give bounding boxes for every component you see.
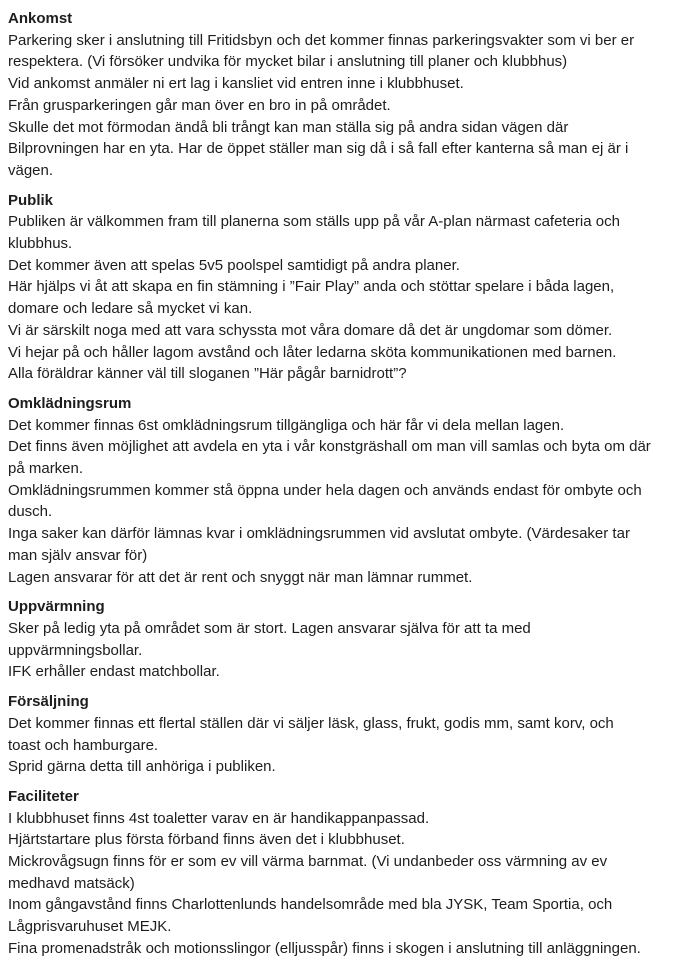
text-line: Hjärtstartare plus första förband finns även det i klubbhuset. <box>8 831 405 849</box>
text-line: toast och hamburgare. <box>8 736 159 754</box>
section-uppvarmning <box>8 596 670 683</box>
faciliteter-heading: Faciliteter <box>8 787 79 805</box>
text-line: Sker på ledig yta på området som är stort. Lagen ansvarar själva för att ta med <box>8 619 531 637</box>
text-line: domare och ledare så mycket vi kan. <box>8 300 253 318</box>
faciliteter-body <box>8 808 670 960</box>
publik-body <box>8 211 670 385</box>
text-line: vägen. <box>8 161 54 179</box>
text-line: IFK erhåller endast matchbollar. <box>8 663 220 681</box>
publik-heading: Publik <box>8 191 54 209</box>
text-line: Från grusparkeringen går man över en bro in på området. <box>8 96 391 114</box>
text-line: Inga saker kan därför lämnas kvar i omklädningsrummen vid avslutat ombyte. (Värdesaker tar <box>8 525 630 543</box>
uppvarmning-heading: Uppvärmning <box>8 598 105 616</box>
text-line: Fina promenadstråk och motionsslingor (elljusspår) finns i skogen i anslutning till anläggningen. <box>8 939 641 957</box>
text-line: Publiken är välkommen fram till planerna som ställs upp på vår A-plan närmast cafeteria och <box>8 213 620 231</box>
section-omkladningsrum <box>8 393 670 588</box>
text-line: Här hjälps vi åt att skapa en fin stämning i ”Fair Play” anda och stöttar spelare i båda lagen, <box>8 278 615 296</box>
text-line: Det kommer finnas 6st omklädningsrum tillgängliga och här får vi dela mellan lagen. <box>8 416 565 434</box>
text-line: I klubbhuset finns 4st toaletter varav en är handikappanpassad. <box>8 809 430 827</box>
section-faciliteter <box>8 786 670 960</box>
text-line: Det kommer finnas ett flertal ställen där vi säljer läsk, glass, frukt, godis mm, samt korv, och <box>8 714 614 732</box>
text-line: Inom gångavstånd finns Charlottenlunds handelsområde med bla JYSK, Team Sportia, och <box>8 896 613 914</box>
text-line: Skulle det mot förmodan ändå bli trångt kan man ställa sig på andra sidan vägen där <box>8 118 569 136</box>
text-line: Lågprisvaruhuset MEJK. <box>8 918 172 936</box>
text-line: dusch. <box>8 503 53 521</box>
uppvarmning-body <box>8 618 670 683</box>
text-line: Lagen ansvarar för att det är rent och snyggt när man lämnar rummet. <box>8 568 473 586</box>
text-line: Vi hejar på och håller lagom avstånd och låter ledarna sköta kommunikationen med barnen. <box>8 343 617 361</box>
text-line: Alla föräldrar känner väl till sloganen ”Här pågår barnidrott”? <box>8 365 407 383</box>
text-line: Vid ankomst anmäler ni ert lag i kansliet vid entren inne i klubbhuset. <box>8 75 464 93</box>
text-line: Vi är särskilt noga med att vara schyssta mot våra domare då det är ungdomar som dömer. <box>8 321 613 339</box>
section-publik <box>8 190 670 385</box>
text-line: Bilprovningen har en yta. Har de öppet ställer man sig då i så fall efter kanterna så man ej är i <box>8 140 629 158</box>
text-line: Omklädningsrummen kommer stå öppna under hela dagen och används endast för ombyte och <box>8 481 642 499</box>
text-line: medhavd matsäck) <box>8 874 135 892</box>
forsaljning-heading: Försäljning <box>8 693 89 711</box>
ankomst-body <box>8 30 670 182</box>
section-forsaljning <box>8 691 670 778</box>
text-line: respektera. (Vi försöker undvika för mycket bilar i anslutning till planer och klubbhus) <box>8 53 568 71</box>
forsaljning-body <box>8 713 670 778</box>
text-line: uppvärmningsbollar. <box>8 641 143 659</box>
ankomst-heading: Ankomst <box>8 10 73 27</box>
text-line: Parkering sker i anslutning till Fritidsbyn och det kommer finnas parkeringsvakter som vi ber er <box>8 31 635 49</box>
omkladningsrum-heading: Omklädningsrum <box>8 394 132 412</box>
text-line: på marken. <box>8 460 84 478</box>
text-line: Det finns även möjlighet att avdela en yta i vår konstgräshall om man vill samlas och byta om där <box>8 438 651 456</box>
omkladningsrum-body <box>8 415 670 589</box>
text-line: Det kommer även att spelas 5v5 poolspel samtidigt på andra planer. <box>8 256 460 274</box>
text-line: man själv ansvar för) <box>8 546 148 564</box>
text-line: Sprid gärna detta till anhöriga i publiken. <box>8 758 276 776</box>
text-line: klubbhus. <box>8 235 73 253</box>
text-line: Mickrovågsugn finns för er som ev vill värma barnmat. (Vi undanbeder oss värmning av ev <box>8 853 608 871</box>
section-ankomst <box>8 8 670 182</box>
